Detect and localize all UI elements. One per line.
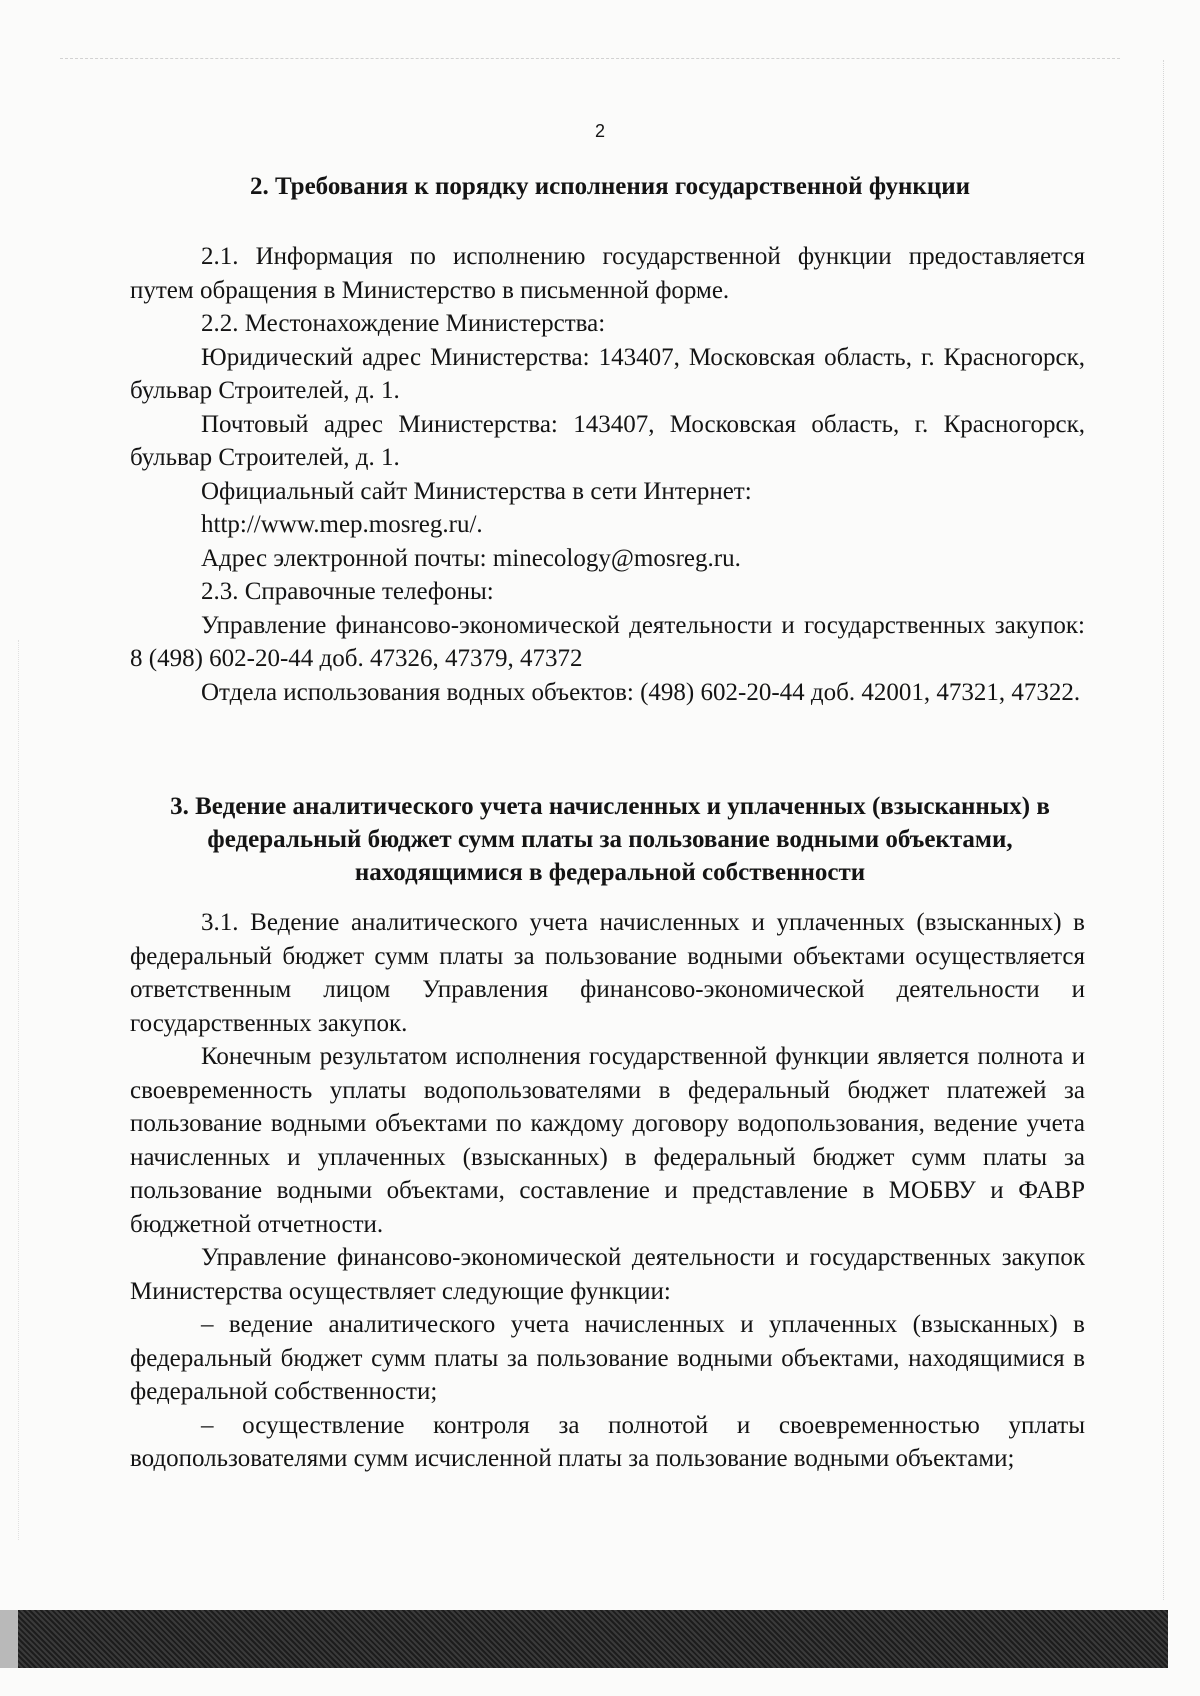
paragraph-final-result: Конечным результатом исполнения государственной функции является полнота и своевременность уплаты водопользователями в федеральный бюджет платежей за пользование водными объектами по каждому договору водопользования, ведение учета начисленных и уплаченных (взысканных) в федеральный бюджет сумм платы за пользование водными объектами, составление и представление в МОБВУ и ФАВР бюджетной отчетности. [130,1043,1085,1238]
paragraph-3-1: 3.1. Ведение аналитического учета начисленных и уплаченных (взысканных) в федеральный бюджет сумм платы за пользование водными объектами осуществляется ответственным лицом Управления финансово-экономической деятельности и государственных закупок. [130,909,1085,1037]
scan-artifact-bottom-band [18,1610,1168,1668]
list-item-payment-control: – осуществление контроля за полнотой и своевременностью уплаты водопользователями сумм исчисленной платы за пользование водными объектами; [130,1411,1085,1472]
paragraph-website-label: Официальный сайт Министерства в сети Интернет: [201,477,752,505]
scan-artifact-top [60,58,1120,60]
section-3-heading: 3. Ведение аналитического учета начисленных и уплаченных (взысканных) в федеральный бюджет сумм платы за пользование водными объектами, находящимися в федеральной собственности [170,793,1050,886]
email-address[interactable]: Адрес электронной почты: minecology@mosreg.ru. [201,544,741,572]
website-link[interactable]: http://www.mep.mosreg.ru/. [201,511,483,538]
paragraph-legal-address: Юридический адрес Министерства: 143407, Московская область, г. Красногорск, бульвар Строителей, д. 1. [130,343,1085,404]
list-item-analytical-accounting: – ведение аналитического учета начисленных и уплаченных (взысканных) в федеральный бюджет сумм платы за пользование водными объектами, находящимися в федеральной собственности; [130,1311,1085,1405]
section-3-body [130,906,1085,1476]
phones-water-objects-department: Отдела использования водных объектов: (498) 602-20-44 доб. 42001, 47321, 47322. [201,678,1081,706]
section-2-heading: 2. Требования к порядку исполнения государственной функции [249,173,971,200]
scan-artifact-right [1163,60,1165,1600]
paragraph-2-1: 2.1. Информация по исполнению государственной функции предоставляется путем обращения в Министерство в письменной форме. [130,243,1085,304]
paragraph-postal-address: Почтовый адрес Министерства: 143407, Московская область, г. Красногорск, бульвар Строителей, д. 1. [130,410,1085,471]
section-2-body [130,240,1085,709]
paragraph-functions-intro: Управление финансово-экономической деятельности и государственных закупок Министерства осуществляет следующие функции: [130,1244,1085,1305]
phones-finance-department: Управление финансово-экономической деятельности и государственных закупок: 8 (498) 602-20-44 доб. 47326, 47379, 47372 [130,611,1085,672]
scan-artifact-left [18,640,20,1540]
scan-artifact-bottom-edge [0,1610,18,1668]
paragraph-2-2: 2.2. Местонахождение Министерства: [201,310,606,337]
page-number: 2 [594,121,605,141]
paragraph-2-3: 2.3. Справочные телефоны: [201,578,494,605]
